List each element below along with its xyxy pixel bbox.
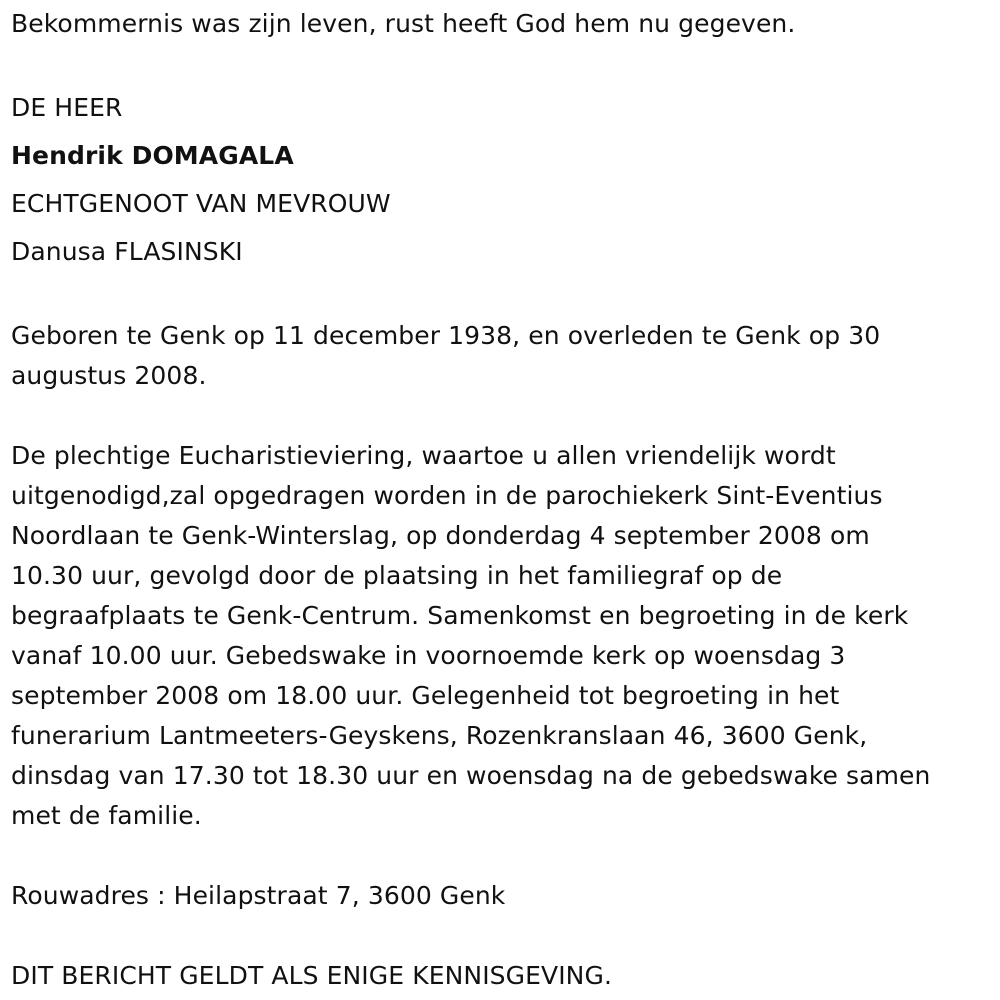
- honorific: DE HEER: [11, 93, 123, 122]
- mourning-address: Rouwadres : Heilapstraat 7, 3600 Genk: [11, 881, 506, 910]
- obituary-document: [11, 4, 991, 996]
- paragraph-line: Geboren te Genk op 11 december 1938, en overleden te Genk op 30: [11, 321, 881, 350]
- spacer: [11, 396, 991, 436]
- paragraph-line: 10.30 uur, gevolgd door de plaatsing in het familiegraf op de: [11, 561, 783, 590]
- intro-verse: Bekommernis was zijn leven, rust heeft God hem nu gegeven.: [11, 9, 796, 38]
- paragraph-line: augustus 2008.: [11, 361, 207, 390]
- spacer: [11, 836, 991, 876]
- spouse-name: Danusa FLASINSKI: [11, 237, 243, 266]
- birth-death-paragraph: [11, 316, 991, 396]
- paragraph-line: begraafplaats te Genk-Centrum. Samenkomst en begroeting in de kerk: [11, 601, 909, 630]
- paragraph-line: september 2008 om 18.00 uur. Gelegenheid tot begroeting in het: [11, 681, 840, 710]
- paragraph-line: dinsdag van 17.30 tot 18.30 uur en woensdag na de gebedswake samen: [11, 761, 931, 790]
- spacer: [11, 44, 991, 84]
- spacer: [11, 916, 991, 956]
- paragraph-line: vanaf 10.00 uur. Gebedswake in voornoemde kerk op woensdag 3: [11, 641, 846, 670]
- ceremony-paragraph: [11, 436, 991, 836]
- closing-notice: DIT BERICHT GELDT ALS ENIGE KENNISGEVING.: [11, 961, 612, 990]
- paragraph-line: De plechtige Eucharistieviering, waartoe u allen vriendelijk wordt: [11, 441, 836, 470]
- spacer: [11, 276, 991, 316]
- paragraph-line: Noordlaan te Genk-Winterslag, op donderdag 4 september 2008 om: [11, 521, 870, 550]
- relation-label: ECHTGENOOT VAN MEVROUW: [11, 189, 391, 218]
- deceased-name: Hendrik DOMAGALA: [11, 141, 294, 170]
- paragraph-line: met de familie.: [11, 801, 202, 830]
- paragraph-line: uitgenodigd,zal opgedragen worden in de parochiekerk Sint-Eventius: [11, 481, 883, 510]
- paragraph-line: funerarium Lantmeeters-Geyskens, Rozenkranslaan 46, 3600 Genk,: [11, 721, 868, 750]
